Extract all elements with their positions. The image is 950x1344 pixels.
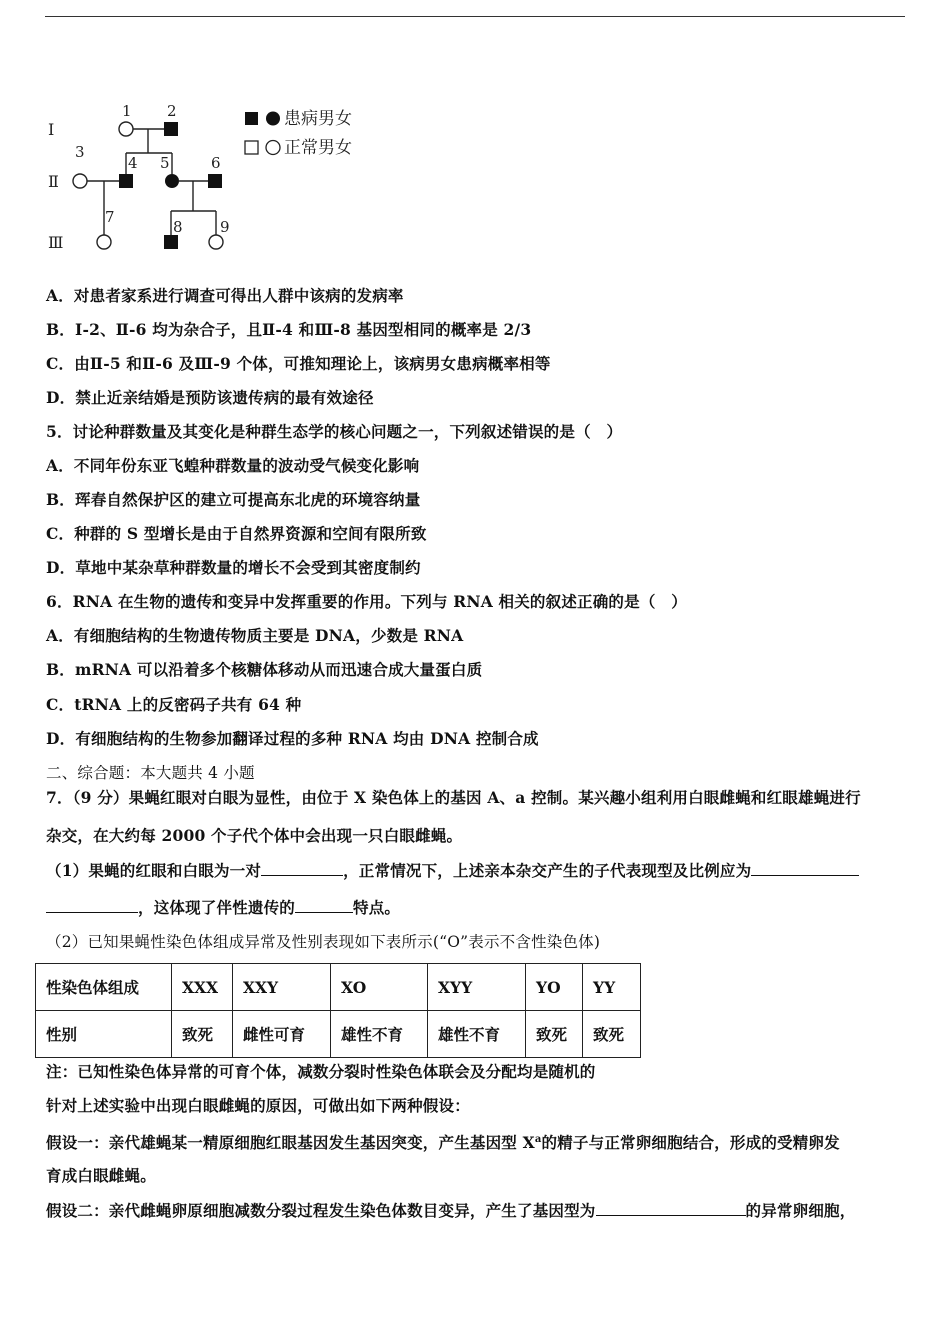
answer-blank[interactable] (46, 897, 138, 913)
pedigree-individual-6 (208, 174, 222, 188)
q7-part1-line1 (46, 860, 859, 881)
q6-option-d: D．有细胞结构的生物参加翻译过程的多种 RNA 均由 DNA 控制合成 (46, 729, 539, 748)
q4-option-d: D．禁止近亲结婚是预防该遗传病的最有效途径 (46, 388, 374, 407)
generation-label: Ⅲ (48, 233, 64, 252)
legend-normal-label: 正常男女 (284, 138, 352, 158)
table-cell: 致死 (526, 1011, 583, 1058)
table-cell: XO (331, 964, 428, 1011)
individual-number: 7 (105, 208, 115, 226)
q6-option-b: B．mRNA 可以沿着多个核糖体移动从而迅速合成大量蛋白质 (46, 660, 483, 679)
q7-part1-text-c: ，这体现了伴性遗传的 (138, 898, 296, 917)
generation-label: Ⅰ (48, 120, 55, 139)
answer-blank[interactable] (295, 897, 353, 913)
q6-stem: 6．RNA 在生物的遗传和变异中发挥重要的作用。下列与 RNA 相关的叙述正确的是（ ） (46, 592, 687, 611)
answer-blank[interactable] (261, 860, 343, 876)
pedigree-individual-2 (164, 122, 178, 136)
individual-number: 3 (75, 143, 85, 161)
legend-normal-female-icon (266, 141, 280, 155)
table-cell: 致死 (172, 1011, 233, 1058)
table-cell: 雄性不育 (428, 1011, 526, 1058)
answer-blank[interactable] (751, 860, 859, 876)
q6-option-c: C．tRNA 上的反密码子共有 64 种 (46, 695, 302, 714)
q4-option-a: A．对患者家系进行调查可得出人群中该病的发病率 (46, 286, 404, 305)
q7-part1-text-a: （1）果蝇的红眼和白眼为一对 (46, 861, 262, 880)
pedigree-individual-9 (209, 235, 223, 249)
q5-option-d: D．草地中某杂草种群数量的增长不会受到其密度制约 (46, 558, 421, 577)
q7-part1-text-b: ，正常情况下，上述亲本杂交产生的子代表现型及比例应为 (343, 861, 752, 880)
q7-stem-line2: 杂交，在大约每 2000 个子代个体中会出现一只白眼雌蝇。 (46, 826, 463, 845)
table-cell: 性别 (36, 1011, 172, 1058)
individual-number: 1 (122, 102, 132, 120)
pedigree-individual-3 (73, 174, 87, 188)
q7-hypothesis-1 (46, 1130, 840, 1153)
pedigree-individual-8 (164, 235, 178, 249)
table-cell: YY (583, 964, 641, 1011)
q5-option-b: B．珲春自然保护区的建立可提高东北虎的环境容纳量 (46, 490, 421, 509)
q7-part1-text-d: 特点。 (353, 898, 401, 917)
table-row (36, 964, 641, 1011)
answer-blank[interactable] (596, 1200, 746, 1216)
legend-affected-female-icon (266, 112, 280, 126)
table-cell: 雌性可育 (233, 1011, 331, 1058)
pedigree-individual-5 (165, 174, 179, 188)
pedigree-diagram (40, 98, 380, 258)
q7-h2-text-b: 的异常卵细胞， (745, 1201, 856, 1220)
table-cell: YO (526, 964, 583, 1011)
individual-number: 4 (128, 154, 138, 172)
table-cell: XXX (172, 964, 233, 1011)
table-cell: XXY (233, 964, 331, 1011)
section-heading: 二、综合题：本大题共 4 小题 (46, 764, 255, 782)
individual-number: 6 (211, 154, 221, 172)
q7-hypothesis-1-cont: 育成白眼雌蝇。 (46, 1166, 156, 1185)
q7-h1-text-b: 的精子与正常卵细胞结合，形成的受精卵发 (541, 1133, 840, 1153)
pedigree-individual-7 (97, 235, 111, 249)
q7-hypothesis-intro: 针对上述实验中出现白眼雌蝇的原因，可做出如下两种假设： (46, 1096, 470, 1115)
legend-affected-male-icon (245, 112, 258, 125)
table-cell: XYY (428, 964, 526, 1011)
individual-number: 9 (220, 218, 230, 236)
pedigree-individual-4 (119, 174, 133, 188)
table-cell: 雄性不育 (331, 1011, 428, 1058)
sex-chromosome-table (35, 963, 641, 1058)
table-cell: 致死 (583, 1011, 641, 1058)
q6-option-a: A．有细胞结构的生物遗传物质主要是 DNA，少数是 RNA (46, 626, 464, 645)
table-cell: 性染色体组成 (36, 964, 172, 1011)
q4-option-b: B．I-2、Ⅱ-6 均为杂合子，且Ⅱ-4 和Ⅲ-8 基因型相同的概率是 2/3 (46, 320, 532, 339)
q5-stem: 5．讨论种群数量及其变化是种群生态学的核心问题之一，下列叙述错误的是（ ） (46, 422, 623, 441)
generation-label: Ⅱ (48, 172, 59, 191)
individual-number: 8 (173, 218, 183, 236)
q7-note: 注：已知性染色体异常的可育个体，减数分裂时性染色体联会及分配均是随机的 (46, 1062, 596, 1081)
individual-number: 2 (167, 102, 177, 120)
q7-h1-text-a: 假设一：亲代雄蝇某一精原细胞红眼基因发生基因突变，产生基因型 X (46, 1133, 535, 1153)
pedigree-individual-1 (119, 122, 133, 136)
q5-option-c: C．种群的 S 型增长是由于自然界资源和空间有限所致 (46, 524, 427, 543)
q7-h1-superscript: a (534, 1134, 542, 1145)
q7-stem-line1: 7．（9 分）果蝇红眼对白眼为显性，由位于 X 染色体上的基因 A、a 控制。某兴趣小组利用白眼雌蝇和红眼雄蝇进行 (46, 788, 861, 807)
q7-part1-line2 (46, 897, 400, 918)
table-row (36, 1011, 641, 1058)
individual-number: 5 (160, 154, 170, 172)
q5-option-a: A．不同年份东亚飞蝗种群数量的波动受气候变化影响 (46, 456, 420, 475)
legend-normal-male-icon (245, 141, 258, 154)
q4-option-c: C．由Ⅱ-5 和Ⅱ-6 及Ⅲ-9 个体，可推知理论上，该病男女患病概率相等 (46, 354, 551, 373)
q7-h2-text-a: 假设二：亲代雌蝇卵原细胞减数分裂过程发生染色体数目变异，产生了基因型为 (46, 1201, 596, 1220)
q7-hypothesis-2 (46, 1200, 855, 1221)
q7-part2: （2）已知果蝇性染色体组成异常及性别表现如下表所示(“O”表示不含性染色体) (46, 933, 601, 951)
header-rule (45, 16, 905, 17)
legend-affected-label: 患病男女 (284, 109, 352, 129)
